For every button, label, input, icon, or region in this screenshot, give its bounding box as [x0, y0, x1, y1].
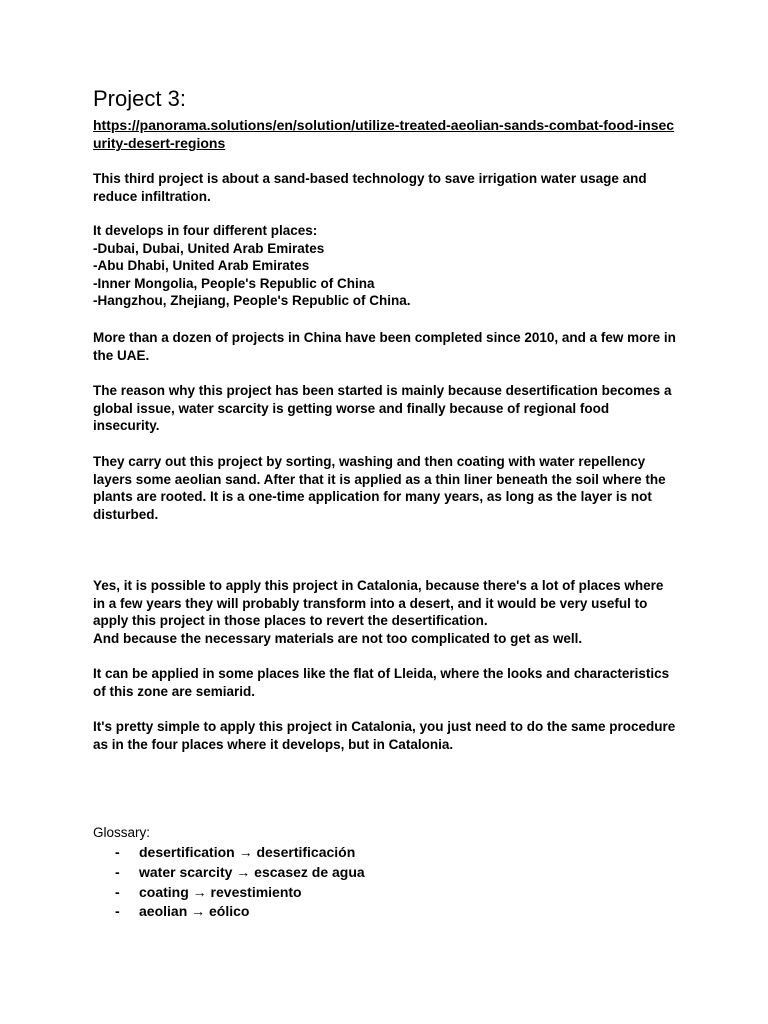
method-paragraph: They carry out this project by sorting, washing and then coating with water repellency layers some aeolian sand. After that it is applied as a thin liner beneath the soil where the plants are rooted. It is a one-time application for many years, as long as the layer is not disturbed. — [93, 454, 666, 522]
page-title: Project 3: — [93, 86, 186, 111]
bullet-dash: - — [115, 844, 120, 860]
glossary-item — [115, 863, 365, 883]
glossary-label: Glossary: — [93, 825, 151, 840]
intro-paragraph: This third project is about a sand-based technology to save irrigation water usage and reduce infiltration. — [93, 171, 647, 204]
progress-paragraph: More than a dozen of projects in China have been completed since 2010, and a few more in the UAE. — [93, 330, 676, 363]
glossary-item — [115, 902, 365, 922]
bullet-dash: - — [115, 903, 120, 920]
bullet-dash: - — [115, 883, 120, 900]
source-link[interactable]: https://panorama.solutions/en/solution/utilize-treated-aeolian-sands-combat-food-insecurity-desert-regions — [93, 117, 675, 151]
glossary-item — [115, 843, 365, 863]
glossary-term: aeolian → eólico — [139, 903, 250, 920]
reason-paragraph: The reason why this project has been started is mainly because desertification becomes a global issue, water scarcity is getting worse and finally because of regional food insecurity. — [93, 383, 672, 434]
procedure-paragraph: It's pretty simple to apply this project in Catalonia, you just need to do the same procedure as in the four places where it develops, but in Catalonia. — [93, 719, 676, 752]
glossary-list — [115, 843, 365, 922]
glossary-term: coating → revestimiento — [139, 883, 302, 900]
glossary-term: desertification → desertificación — [139, 844, 356, 860]
lleida-paragraph: It can be applied in some places like the flat of Lleida, where the looks and characteristics of this zone are semiarid. — [93, 666, 670, 699]
catalonia-paragraph: Yes, it is possible to apply this project in Catalonia, because there's a lot of places where in a few years they will probably transform into a desert, and it would be very useful to apply this project in those places to revert the desertification. And because the necessary materials are not too complicated to get as well. — [93, 578, 664, 646]
glossary-item — [115, 883, 365, 903]
bullet-dash: - — [115, 863, 120, 880]
locations-paragraph: It develops in four different places: -Dubai, Dubai, United Arab Emirates -Abu Dhabi, United Arab Emirates -Inner Mongolia, People's Republic of China -Hangzhou, Zhejiang, People's Republic of China. — [93, 223, 411, 309]
glossary-term: water scarcity → escasez de agua — [139, 863, 365, 880]
